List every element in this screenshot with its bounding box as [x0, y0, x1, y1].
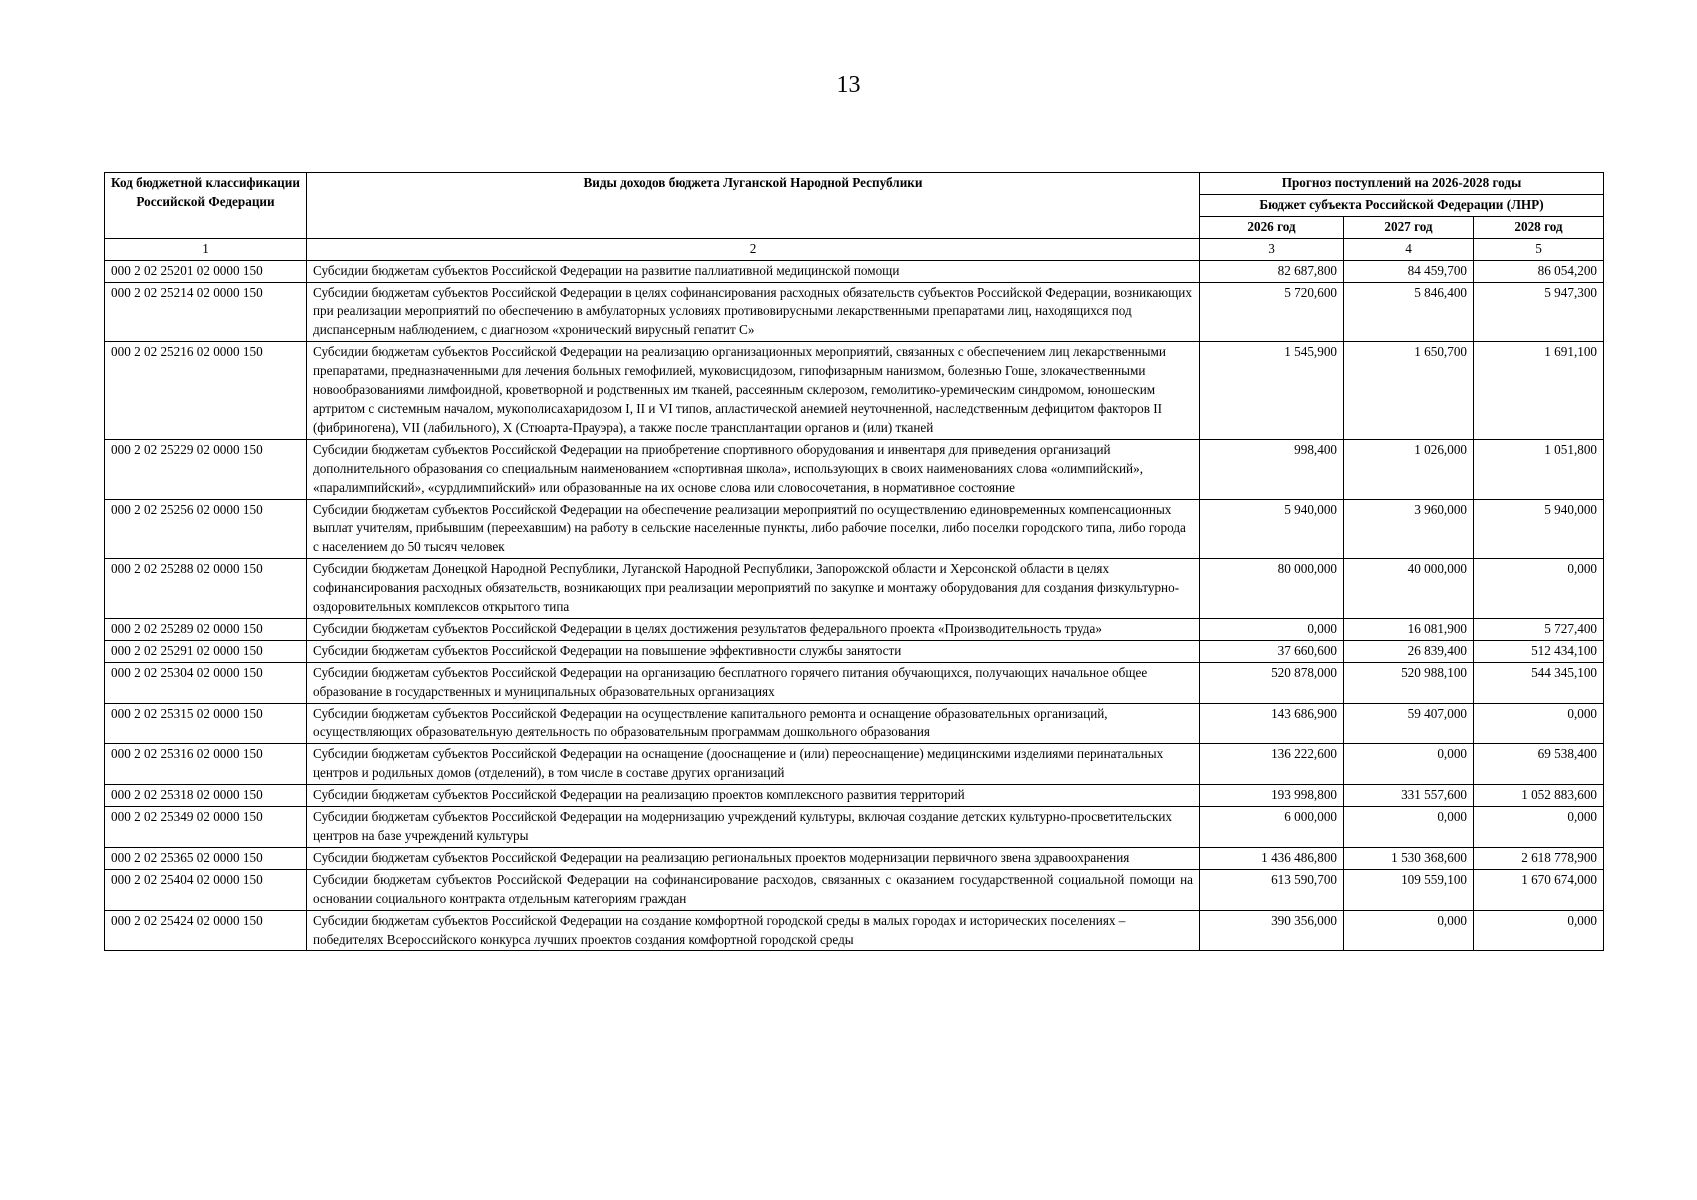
budget-code-cell: 000 2 02 25288 02 0000 150 [105, 559, 307, 619]
column-index: 4 [1344, 238, 1474, 260]
table-row [105, 744, 1604, 785]
column-index-row [105, 238, 1604, 260]
amount-2027-cell: 40 000,000 [1344, 559, 1474, 619]
budget-code-cell: 000 2 02 25229 02 0000 150 [105, 439, 307, 499]
budget-code-cell: 000 2 02 25214 02 0000 150 [105, 282, 307, 342]
amount-2027-cell: 520 988,100 [1344, 662, 1474, 703]
revenue-description-cell: Субсидии бюджетам субъектов Российской Федерации на реализацию региональных проектов модернизации первичного звена здравоохранения [307, 847, 1200, 869]
amount-2028-cell: 5 940,000 [1474, 499, 1604, 559]
header-year-2028: 2028 год [1474, 216, 1604, 238]
amount-2026-cell: 193 998,800 [1200, 785, 1344, 807]
revenue-description-cell: Субсидии бюджетам субъектов Российской Федерации на модернизацию учреждений культуры, включая создание детских культурно-просветительских центров на базе учреждений культуры [307, 807, 1200, 848]
budget-code-cell: 000 2 02 25291 02 0000 150 [105, 640, 307, 662]
header-year-2026: 2026 год [1200, 216, 1344, 238]
table-row [105, 439, 1604, 499]
amount-2026-cell: 80 000,000 [1200, 559, 1344, 619]
table-row [105, 618, 1604, 640]
revenue-description-cell: Субсидии бюджетам субъектов Российской Федерации в целях софинансирования расходных обязательств субъектов Российской Федерации, возникающих при реализации мероприятий по обеспечению в амбулаторных условиях противовирусными лекарственными препаратами лиц, находящихся под диспансерным наблюдением, с диагнозом «хронический вирусный гепатит С» [307, 282, 1200, 342]
table-row [105, 282, 1604, 342]
budget-code-cell: 000 2 02 25424 02 0000 150 [105, 910, 307, 951]
amount-2026-cell: 5 940,000 [1200, 499, 1344, 559]
amount-2026-cell: 998,400 [1200, 439, 1344, 499]
header-budget: Бюджет субъекта Российской Федерации (ЛНР) [1200, 194, 1604, 216]
amount-2028-cell: 86 054,200 [1474, 260, 1604, 282]
amount-2026-cell: 6 000,000 [1200, 807, 1344, 848]
table-row [105, 640, 1604, 662]
amount-2027-cell: 1 026,000 [1344, 439, 1474, 499]
amount-2026-cell: 143 686,900 [1200, 703, 1344, 744]
revenue-description-cell: Субсидии бюджетам Донецкой Народной Республики, Луганской Народной Республики, Запорожской области и Херсонской области в целях софинансирования расходных обязательств, возникающих при реализации мероприятий по закупке и монтажу оборудования для создания физкультурно-оздоровительных комплексов открытого типа [307, 559, 1200, 619]
revenue-description-cell: Субсидии бюджетам субъектов Российской Федерации на реализацию проектов комплексного развития территорий [307, 785, 1200, 807]
budget-code-cell: 000 2 02 25404 02 0000 150 [105, 869, 307, 910]
table-row [105, 260, 1604, 282]
amount-2027-cell: 109 559,100 [1344, 869, 1474, 910]
budget-code-cell: 000 2 02 25201 02 0000 150 [105, 260, 307, 282]
amount-2027-cell: 1 530 368,600 [1344, 847, 1474, 869]
budget-code-cell: 000 2 02 25315 02 0000 150 [105, 703, 307, 744]
amount-2027-cell: 1 650,700 [1344, 342, 1474, 440]
budget-code-cell: 000 2 02 25216 02 0000 150 [105, 342, 307, 440]
amount-2026-cell: 1 436 486,800 [1200, 847, 1344, 869]
amount-2028-cell: 0,000 [1474, 559, 1604, 619]
amount-2026-cell: 520 878,000 [1200, 662, 1344, 703]
table-row [105, 559, 1604, 619]
amount-2027-cell: 0,000 [1344, 910, 1474, 951]
amount-2028-cell: 512 434,100 [1474, 640, 1604, 662]
amount-2028-cell: 544 345,100 [1474, 662, 1604, 703]
amount-2027-cell: 26 839,400 [1344, 640, 1474, 662]
revenue-forecast-table [104, 172, 1604, 951]
amount-2028-cell: 0,000 [1474, 910, 1604, 951]
amount-2028-cell: 1 670 674,000 [1474, 869, 1604, 910]
budget-code-cell: 000 2 02 25318 02 0000 150 [105, 785, 307, 807]
budget-code-cell: 000 2 02 25289 02 0000 150 [105, 618, 307, 640]
column-index: 3 [1200, 238, 1344, 260]
amount-2026-cell: 0,000 [1200, 618, 1344, 640]
column-index: 1 [105, 238, 307, 260]
amount-2027-cell: 3 960,000 [1344, 499, 1474, 559]
table-body [105, 260, 1604, 951]
amount-2027-cell: 0,000 [1344, 744, 1474, 785]
header-code: Код бюджетной классификации Российской Федерации [105, 173, 307, 239]
amount-2026-cell: 82 687,800 [1200, 260, 1344, 282]
column-index: 5 [1474, 238, 1604, 260]
revenue-description-cell: Субсидии бюджетам субъектов Российской Федерации на повышение эффективности службы занятости [307, 640, 1200, 662]
revenue-description-cell: Субсидии бюджетам субъектов Российской Федерации на развитие паллиативной медицинской помощи [307, 260, 1200, 282]
page-number: 13 [836, 72, 861, 98]
amount-2026-cell: 37 660,600 [1200, 640, 1344, 662]
table-row [105, 847, 1604, 869]
amount-2028-cell: 5 727,400 [1474, 618, 1604, 640]
revenue-description-cell: Субсидии бюджетам субъектов Российской Федерации на софинансирование расходов, связанных с оказанием государственной социальной помощи на основании социального контракта отдельным категориям граждан [307, 869, 1200, 910]
amount-2028-cell: 5 947,300 [1474, 282, 1604, 342]
header-forecast: Прогноз поступлений на 2026-2028 годы [1200, 173, 1604, 195]
table-row [105, 499, 1604, 559]
amount-2027-cell: 0,000 [1344, 807, 1474, 848]
revenue-description-cell: Субсидии бюджетам субъектов Российской Федерации на приобретение спортивного оборудования и инвентаря для приведения организаций дополнительного образования со специальным наименованием «спортивная школа», использующих в своих наименованиях слова «олимпийский», «паралимпийский», «сурдлимпийский» или образованные на их основе слова или словосочетания, в нормативное состояние [307, 439, 1200, 499]
amount-2028-cell: 1 051,800 [1474, 439, 1604, 499]
table-row [105, 807, 1604, 848]
amount-2027-cell: 16 081,900 [1344, 618, 1474, 640]
revenue-description-cell: Субсидии бюджетам субъектов Российской Федерации на организацию бесплатного горячего питания обучающихся, получающих начальное общее образование в государственных и муниципальных образовательных организациях [307, 662, 1200, 703]
revenue-description-cell: Субсидии бюджетам субъектов Российской Федерации на оснащение (дооснащение и (или) переоснащение) медицинскими изделиями перинатальных центров и родильных домов (отделений), в том числе в составе других организаций [307, 744, 1200, 785]
amount-2026-cell: 5 720,600 [1200, 282, 1344, 342]
revenue-description-cell: Субсидии бюджетам субъектов Российской Федерации на осуществление капитального ремонта и оснащение образовательных организаций, осуществляющих образовательную деятельность по образовательным программам дошкольного образования [307, 703, 1200, 744]
table-row [105, 662, 1604, 703]
table-row [105, 869, 1604, 910]
amount-2028-cell: 1 052 883,600 [1474, 785, 1604, 807]
amount-2028-cell: 2 618 778,900 [1474, 847, 1604, 869]
budget-code-cell: 000 2 02 25349 02 0000 150 [105, 807, 307, 848]
amount-2026-cell: 613 590,700 [1200, 869, 1344, 910]
header-year-2027: 2027 год [1344, 216, 1474, 238]
revenue-description-cell: Субсидии бюджетам субъектов Российской Федерации на реализацию организационных мероприятий, связанных с обеспечением лиц лекарственными препаратами, предназначенными для лечения больных гемофилией, муковисцидозом, гипофизарным нанизмом, болезнью Гоше, злокачественными новообразованиями лимфоидной, кроветворной и родственных им тканей, рассеянным склерозом, гемолитико-уремическим синдромом, юношеским артритом с системным началом, мукополисахаридозом I, II и VI типов, апластической анемией неуточненной, наследственным дефицитом факторов II (фибриногена), VII (лабильного), X (Стюарта-Прауэра), а также после трансплантации органов и (или) тканей [307, 342, 1200, 440]
amount-2026-cell: 136 222,600 [1200, 744, 1344, 785]
amount-2028-cell: 69 538,400 [1474, 744, 1604, 785]
revenue-description-cell: Субсидии бюджетам субъектов Российской Федерации в целях достижения результатов федерального проекта «Производительность труда» [307, 618, 1200, 640]
amount-2026-cell: 390 356,000 [1200, 910, 1344, 951]
revenue-description-cell: Субсидии бюджетам субъектов Российской Федерации на обеспечение реализации мероприятий по осуществлению единовременных компенсационных выплат учителям, прибывшим (переехавшим) на работу в сельские населенные пункты, либо рабочие поселки, либо поселки городского типа, либо города с населением до 50 тысяч человек [307, 499, 1200, 559]
amount-2027-cell: 84 459,700 [1344, 260, 1474, 282]
budget-code-cell: 000 2 02 25256 02 0000 150 [105, 499, 307, 559]
amount-2026-cell: 1 545,900 [1200, 342, 1344, 440]
amount-2027-cell: 59 407,000 [1344, 703, 1474, 744]
table-row [105, 910, 1604, 951]
amount-2028-cell: 0,000 [1474, 807, 1604, 848]
amount-2028-cell: 0,000 [1474, 703, 1604, 744]
amount-2027-cell: 5 846,400 [1344, 282, 1474, 342]
budget-code-cell: 000 2 02 25365 02 0000 150 [105, 847, 307, 869]
table-row [105, 785, 1604, 807]
table-row [105, 703, 1604, 744]
column-index: 2 [307, 238, 1200, 260]
revenue-description-cell: Субсидии бюджетам субъектов Российской Федерации на создание комфортной городской среды в малых городах и исторических поселениях – победителях Всероссийского конкурса лучших проектов создания комфортной городской среды [307, 910, 1200, 951]
table-row [105, 342, 1604, 440]
amount-2028-cell: 1 691,100 [1474, 342, 1604, 440]
header-revenue-types: Виды доходов бюджета Луганской Народной Республики [307, 173, 1200, 239]
budget-code-cell: 000 2 02 25316 02 0000 150 [105, 744, 307, 785]
budget-code-cell: 000 2 02 25304 02 0000 150 [105, 662, 307, 703]
amount-2027-cell: 331 557,600 [1344, 785, 1474, 807]
